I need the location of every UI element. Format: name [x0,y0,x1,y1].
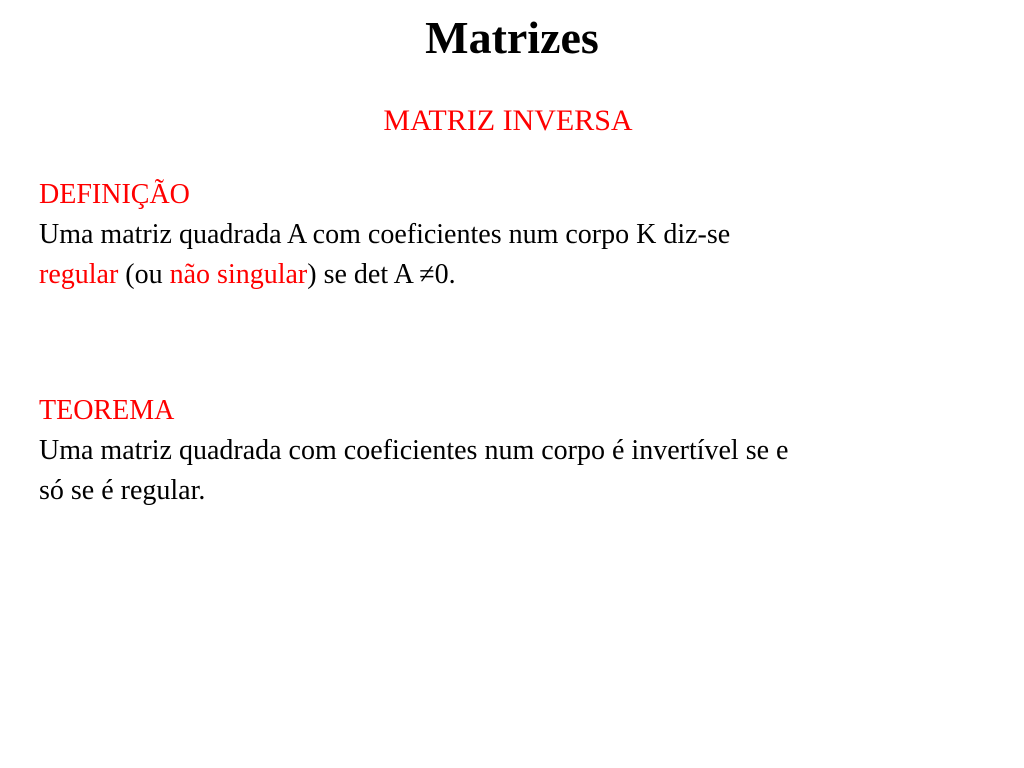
slide-title: Matrizes [425,12,599,63]
term-regular: regular [39,259,119,290]
theorem-text-line2: só se é regular. [39,475,206,506]
definition-block [39,175,999,295]
theorem-text-line1: Uma matriz quadrada com coeficientes num corpo é invertível se e [39,435,789,466]
definition-text-line1: Uma matriz quadrada A com coeficientes num corpo K diz-se [39,219,731,250]
theorem-block [39,391,999,511]
theorem-heading: TEOREMA [39,395,175,426]
term-non-singular: não singular [169,259,308,290]
definition-tail: ) se det A ≠0. [307,259,456,290]
definition-paren-open: (ou [118,259,170,290]
slide-subtitle: MATRIZ INVERSA [383,104,633,137]
definition-heading: DEFINIÇÃO [39,179,190,210]
